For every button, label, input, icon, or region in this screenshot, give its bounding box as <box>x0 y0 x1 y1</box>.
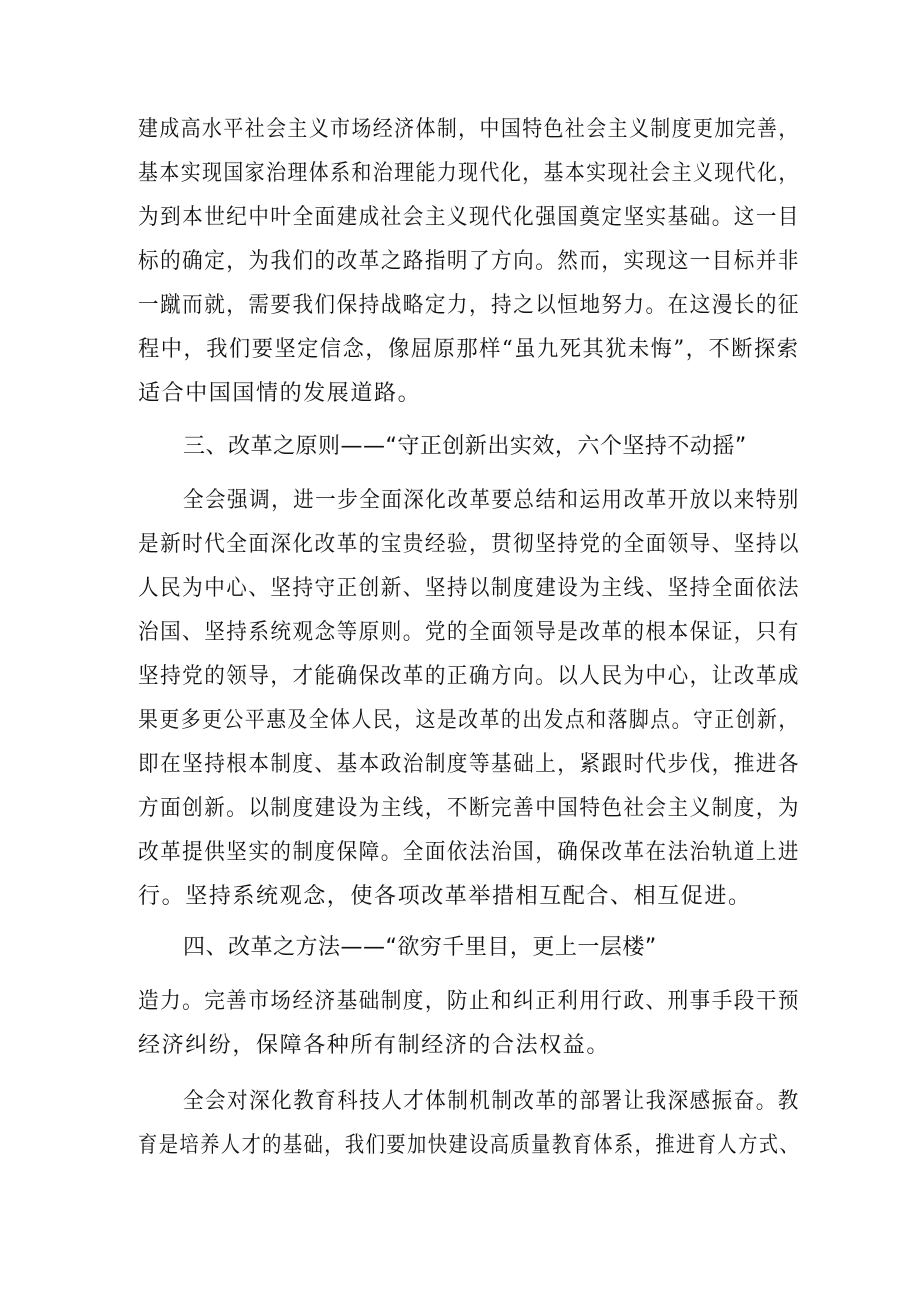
text-line: 标的确定，为我们的改革之路指明了方向。然而，实现这一目标并非 <box>138 249 800 274</box>
text-line: 基本实现国家治理体系和治理能力现代化，基本实现社会主义现代化， <box>138 161 800 186</box>
text-line: 一蹴而就，需要我们保持战略定力，持之以恒地努力。在这漫长的征 <box>138 293 800 318</box>
text-line: 果更多更公平惠及全体人民，这是改革的出发点和落脚点。守正创新， <box>138 708 800 733</box>
text-line: 程中，我们要坚定信念，像屈原那样“虽九死其犹未悔”，不断探索 <box>138 337 800 362</box>
section-heading-3: 三、改革之原则——“守正创新出实效，六个坚持不动摇” <box>183 434 747 459</box>
text-line: 方面创新。以制度建设为主线，不断完善中国特色社会主义制度，为 <box>138 796 800 821</box>
text-line: 改革提供坚实的制度保障。全面依法治国，确保改革在法治轨道上进 <box>138 840 800 865</box>
section-heading-4: 四、改革之方法——“欲穷千里目，更上一层楼” <box>183 935 657 960</box>
text-line: 行。坚持系统观念，使各项改革举措相互配合、相互促进。 <box>138 884 752 909</box>
text-line: 经济纠纷，保障各种所有制经济的合法权益。 <box>138 1033 611 1058</box>
text-line: 人民为中心、坚持守正创新、坚持以制度建设为主线、坚持全面依法 <box>138 576 800 601</box>
text-line: 全会强调，进一步全面深化改革要总结和运用改革开放以来特别 <box>183 488 800 513</box>
text-line: 为到本世纪中叶全面建成社会主义现代化强国奠定坚实基础。这一目 <box>138 205 800 230</box>
text-line: 治国、坚持系统观念等原则。党的全面领导是改革的根本保证，只有 <box>138 620 800 645</box>
text-line: 育是培养人才的基础，我们要加快建设高质量教育体系，推进育人方式、 <box>138 1133 801 1158</box>
text-line: 坚持党的领导，才能确保改革的正确方向。以人民为中心，让改革成 <box>138 664 800 689</box>
text-line: 造力。完善市场经济基础制度，防止和纠正利用行政、刑事手段干预 <box>138 989 800 1014</box>
text-line: 即在坚持根本制度、基本政治制度等基础上，紧跟时代步伐，推进各 <box>138 752 800 777</box>
text-line: 是新时代全面深化改革的宝贵经验，贯彻坚持党的全面领导、坚持以 <box>138 532 800 557</box>
text-line: 建成高水平社会主义市场经济体制，中国特色社会主义制度更加完善， <box>138 117 800 142</box>
text-line: 全会对深化教育科技人才体制机制改革的部署让我深感振奋。教 <box>183 1089 800 1114</box>
text-line: 适合中国国情的发展道路。 <box>138 381 422 406</box>
